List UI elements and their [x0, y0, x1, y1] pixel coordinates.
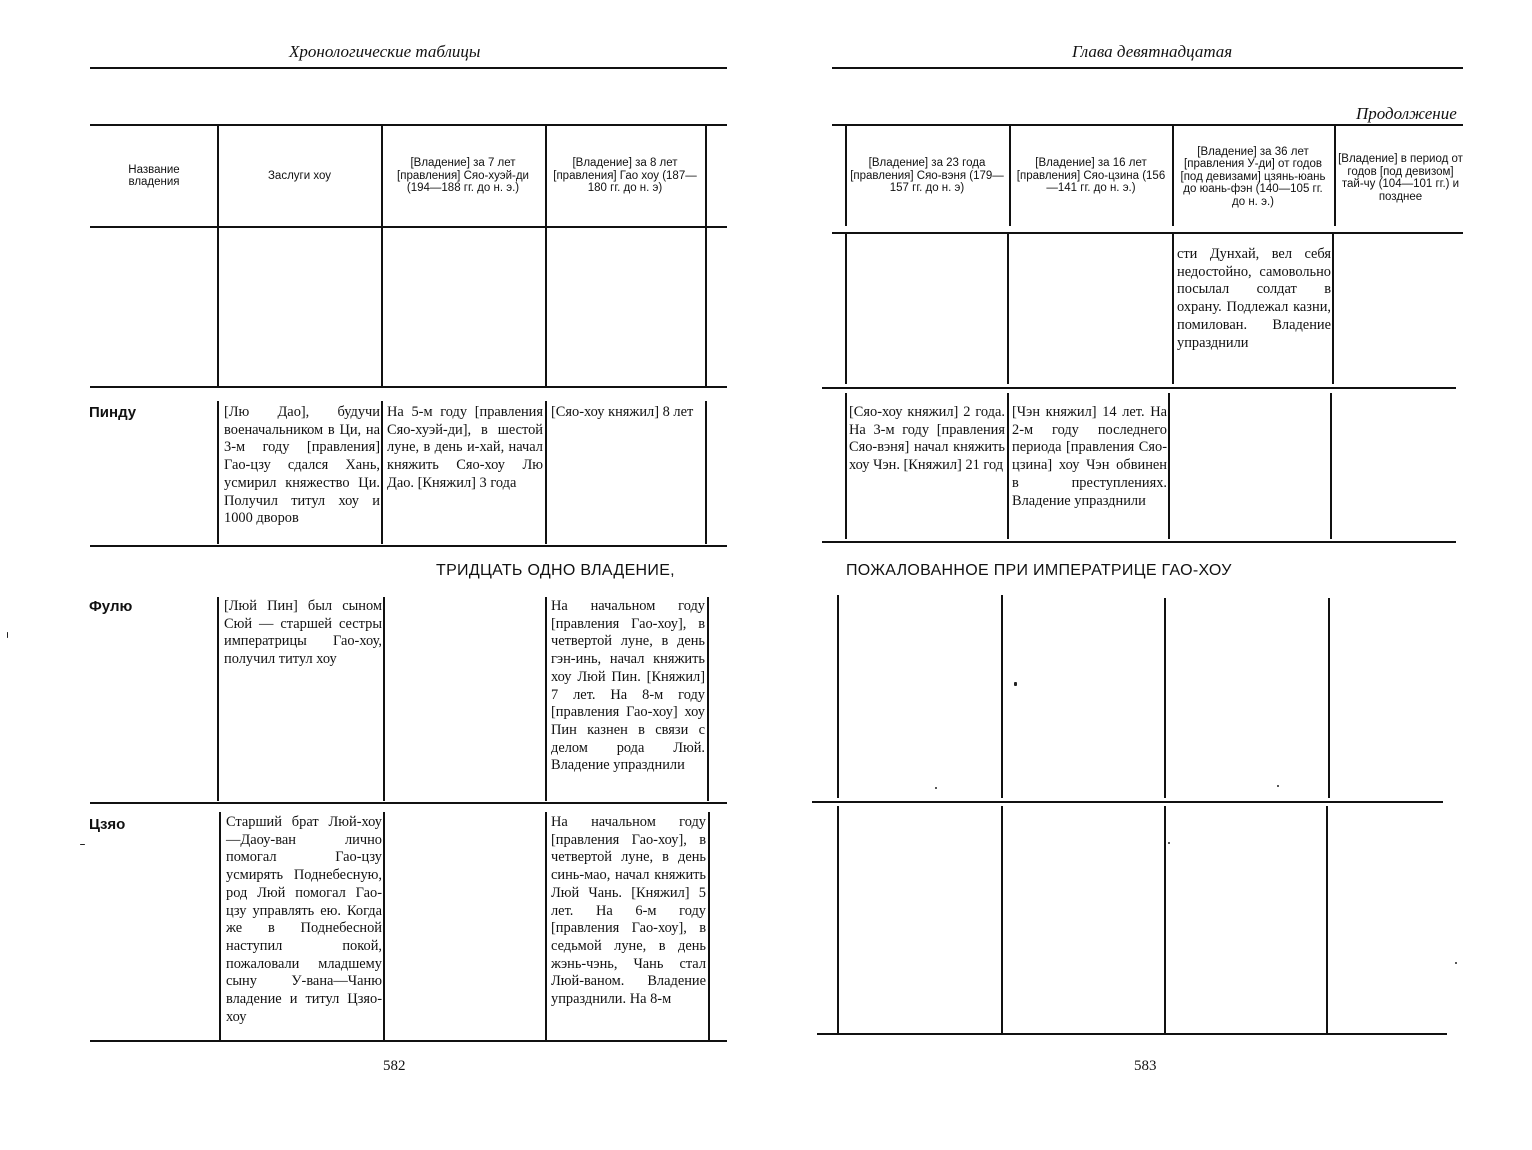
left-col-divider [217, 597, 219, 801]
column-header-col4: [Владение] за 8 лет [правления] Гао хоу (187—180 гг. до н. э) [553, 157, 697, 195]
tszyao-merits: Старший брат Люй-хоу—Даоу-ван лично помогал Гао-цзу усмирять Поднебесную, род Люй помогал Гао-цзу управлять ею. Когда же в Поднебесной наступил покой, пожаловали младшему сыну У-вана—Чаню владение и титул Цзяо-хоу [226, 814, 382, 1025]
left-col-divider [383, 597, 385, 801]
left-col-divider [545, 597, 547, 801]
left-row-rule [90, 386, 727, 388]
right-col-divider [1172, 126, 1174, 226]
row-name-fulyu: Фулю [89, 598, 133, 615]
left-table-header-rule [90, 226, 727, 228]
right-col-divider [1334, 126, 1336, 226]
right-row-rule [822, 387, 1456, 389]
left-col-divider [705, 126, 707, 226]
right-row-rule [812, 801, 1443, 803]
left-col-divider [381, 401, 383, 544]
right-col-divider [1009, 126, 1011, 226]
left-col-divider [705, 401, 707, 544]
pindu-col6: [Чэн княжил] 14 лет. На 2-м году последнего периода [правления Сяо-цзина] хоу Чэн обвинен в преступлениях. Владение упразднили [1012, 404, 1167, 509]
right-row-rule [822, 541, 1456, 543]
column-header-col6: [Владение] за 16 лет [правления] Сяо-цзина (156—141 гг. до н. э.) [1016, 157, 1166, 195]
left-bottom-rule [90, 1040, 727, 1042]
scan-mark [80, 844, 85, 845]
column-header-col7: [Владение] за 36 лет [правления У-ди] от годов [под девизами] цзянь-юань до юань-фэн (140—105 гг. до н. э.) [1180, 145, 1326, 208]
row-name-pindu: Пинду [89, 404, 137, 421]
left-header-rule [90, 67, 727, 69]
left-col-divider [545, 126, 547, 226]
left-col-divider [219, 812, 221, 1040]
left-col-divider [217, 126, 219, 226]
section-title-part2: ПОЖАЛОВАННОЕ ПРИ ИМПЕРАТРИЦЕ ГАО-ХОУ [846, 562, 1232, 579]
right-col-divider [1001, 595, 1003, 798]
left-col-divider [707, 597, 709, 801]
scan-mark [1014, 682, 1017, 686]
right-col-divider [1007, 234, 1009, 384]
fulyu-merits: [Люй Пин] был сыном Сюй — старшей сестры императрицы Гао-хоу, получил титул хоу [224, 598, 382, 668]
left-col-divider [545, 228, 547, 386]
left-col-divider [545, 401, 547, 544]
column-header-col5: [Владение] за 23 года [правления] Сяо-вэня (179—157 гг. до н. э) [850, 157, 1004, 195]
right-col-divider [1164, 598, 1166, 798]
scan-mark [7, 632, 8, 638]
left-col-divider [708, 812, 710, 1040]
left-page-number: 582 [383, 1058, 406, 1074]
right-col-divider [1164, 806, 1166, 1033]
right-col-divider [1328, 598, 1330, 798]
right-col-divider [1326, 806, 1328, 1033]
left-col-divider [381, 228, 383, 386]
right-col-divider [845, 393, 847, 539]
left-running-header: Хронологические таблицы [289, 42, 481, 61]
column-header-col8: [Владение] в период от годов [под девизом] тай-чу (104—101 гг.) и позднее [1338, 153, 1463, 203]
scan-mark [1168, 842, 1170, 844]
left-col-divider [383, 812, 385, 1040]
left-col-divider [217, 401, 219, 544]
right-header-rule [832, 67, 1463, 69]
right-bottom-rule [817, 1033, 1447, 1035]
right-col-divider [837, 806, 839, 1033]
fulyu-col4: На начальном году [правления Гао-хоу], в четвертой луне, в день гэн-инь, начал княжить хоу Люй Пин. [Княжил] 7 лет. На 8-м году [правления Гао-хоу] хоу Пин казнен в связи с делом рода Люй. Владение упразднили [551, 598, 705, 774]
pindu-col5: [Сяо-хоу княжил] 2 года. На 3-м году [правления Сяо-вэня] начал княжить хоу Чэн. [Княжил] 21 год [849, 404, 1005, 474]
right-col-divider [1172, 234, 1174, 384]
left-col-divider [545, 812, 547, 1040]
right-col-divider [1332, 234, 1334, 384]
section-title-part1: ТРИДЦАТЬ ОДНО ВЛАДЕНИЕ, [436, 562, 675, 579]
pindu-col4: [Сяо-хоу княжил] 8 лет [551, 404, 694, 420]
right-table-top-rule [832, 124, 1463, 126]
right-col-divider [1330, 393, 1332, 539]
continuation-label: Продолжение [1356, 104, 1457, 123]
right-page-number: 583 [1134, 1058, 1157, 1074]
right-col-divider [1168, 393, 1170, 539]
left-row-rule [90, 802, 727, 804]
right-table-header-rule [832, 232, 1463, 234]
left-row-rule [90, 545, 727, 547]
tszyao-col4: На начальном году [правления Гао-хоу], в четвертой луне, в день синь-мао, начал княжить Люй Чань. [Княжил] 5 лет. На 6-м году [правления Гао-хоу], в седьмой луне, в день жэнь-чэнь, Чань стал Люй-ваном. Владение упразднили. На 8-м [551, 814, 706, 1008]
scan-mark [1277, 785, 1279, 787]
right-col-divider [845, 126, 847, 226]
left-col-divider [705, 228, 707, 386]
column-header-merits: Заслуги хоу [267, 169, 331, 182]
right-col-divider [837, 595, 839, 798]
column-header-col3: [Владение] за 7 лет [правления] Сяо-хуэй-ди (194—188 гг. до н. э.) [397, 157, 529, 195]
right-running-header: Глава девятнадцатая [1072, 42, 1233, 61]
right-col-divider [1001, 806, 1003, 1033]
left-table-top-rule [90, 124, 727, 126]
right-col-divider [845, 234, 847, 384]
scan-mark [935, 787, 937, 789]
row-name-tszyao: Цзяо [89, 816, 126, 833]
column-header-name: Название владения [128, 163, 180, 188]
continuation-col7: сти Дунхай, вел себя недостойно, самовольно посылал солдат в охрану. Подлежал казни, помилован. Владение упразднили [1177, 246, 1331, 351]
left-col-divider [381, 126, 383, 226]
left-col-divider [217, 228, 219, 386]
right-col-divider [1007, 393, 1009, 539]
scan-mark [1455, 962, 1457, 964]
pindu-col3: На 5-м году [правления Сяо-хуэй-ди], в шестой луне, в день и-хай, начал княжить Сяо-хоу Лю Дао. [Княжил] 3 года [387, 404, 543, 491]
pindu-merits: [Лю Дао], будучи военачальником в Ци, на 3-м году [правления] Гао-цзу сдался Хань, усмирил княжество Ци. Получил титул хоу и 1000 дворов [224, 404, 380, 527]
